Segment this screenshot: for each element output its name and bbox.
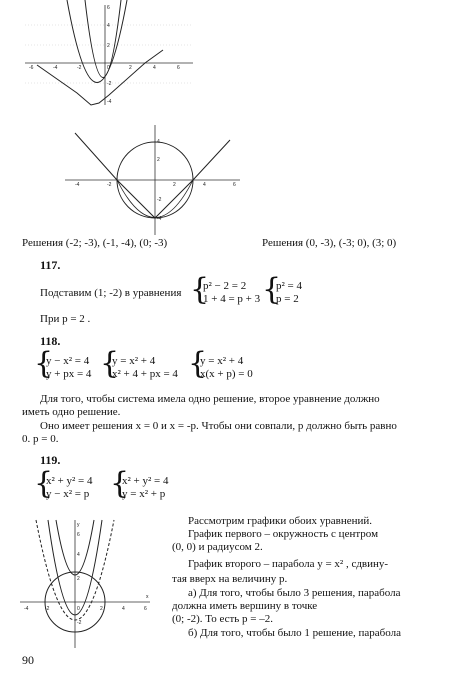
problem-119-text-5: тая вверх на величину p.: [172, 573, 288, 585]
problem-119-text-8: (0; -2). То есть p = –2.: [172, 613, 274, 625]
parabola-b: [85, 0, 121, 78]
tick-y-0: 6: [107, 5, 110, 11]
system-119-1-line1: x² + y² = 4: [46, 475, 93, 487]
graph-parabolas: [25, 5, 195, 105]
problem-119-text-9: б) Для того, чтобы было 1 решение, парабола: [188, 627, 401, 639]
system-118-2: [112, 355, 178, 381]
problem-117-answer: При p = 2 .: [40, 313, 91, 325]
problem-119-text-7: должна иметь вершину в точке: [172, 600, 318, 612]
page-number: 90: [22, 653, 34, 667]
solutions-left: Решения (-2; -3), (-1, -4), (0; -3): [22, 237, 168, 249]
tick-x-2: -2: [77, 65, 82, 71]
tick-x-0: -6: [29, 65, 34, 71]
tick-y-3: -2: [77, 620, 82, 626]
graph-circle-parabolas: [20, 520, 170, 650]
tick-x-3: 2: [100, 606, 103, 612]
tick-y-1: 4: [77, 552, 80, 558]
tick-x-4: 2: [129, 65, 132, 71]
system-117-1-line2: 1 + 4 = p + 3: [203, 293, 261, 305]
tick-y-2: 2: [107, 43, 110, 49]
v-line: [37, 50, 163, 105]
system-118-3-line1: y = x² + 4: [200, 355, 244, 367]
tick-x-5: 4: [153, 65, 156, 71]
problem-118-para1-line1: Для того, чтобы система имела одно решение, второе уравнение должно: [40, 393, 380, 405]
system-117-1: [203, 280, 260, 306]
brace-118-2: {: [100, 346, 120, 381]
brace-117-1: {: [190, 272, 210, 307]
system-118-1-line2: y + px = 4: [46, 368, 92, 380]
tick-y-3: -4: [157, 216, 162, 222]
solutions-right: Решения (0, -3), (-3; 0), (3; 0): [262, 237, 397, 249]
tick-x-1: -2: [107, 182, 112, 188]
v-line: [75, 133, 230, 218]
problem-119-text-2: График первого – окружность с центром: [188, 528, 379, 540]
tick-x-3: 4: [203, 182, 206, 188]
brace-119-2: {: [110, 466, 130, 501]
tick-x-1: -4: [53, 65, 58, 71]
brace-118-3: {: [188, 346, 208, 381]
brace-119-1: {: [34, 466, 54, 501]
system-119-1-line2: y − x² = p: [46, 488, 90, 500]
tick-x-3: 0: [107, 65, 110, 71]
system-117-2-line1: p² = 4: [276, 280, 303, 292]
tick-y-3: -2: [107, 81, 112, 87]
problem-118-para2-line2: 0. p = 0.: [22, 433, 59, 445]
system-118-2-line2: x² + 4 + px = 4: [112, 368, 178, 380]
problem-119-text-6: а) Для того, чтобы было 3 решения, парабола: [188, 587, 401, 599]
system-119-2-line1: x² + y² = 4: [122, 475, 169, 487]
system-118-1: [46, 355, 91, 381]
problem-117-intro: Подставим (1; -2) в уравнения: [40, 287, 182, 299]
problem-118-number: 118.: [40, 334, 61, 348]
tick-y-2: 2: [77, 576, 80, 582]
tick-y-1: 4: [107, 23, 110, 29]
tick-x-6: 6: [177, 65, 180, 71]
axis-label-y: y: [77, 522, 80, 528]
tick-x-2: 2: [173, 182, 176, 188]
parabola-a: [67, 0, 127, 83]
tick-x-4: 6: [233, 182, 236, 188]
tick-y-1: 2: [157, 157, 160, 163]
problem-117-number: 117.: [40, 258, 61, 272]
tick-y-0: 6: [77, 532, 80, 538]
system-118-3: [200, 355, 253, 381]
system-118-3-line2: x(x + p) = 0: [200, 368, 253, 380]
axis-label-x: x: [146, 594, 149, 600]
problem-119-text-4: График второго – парабола y = x² , сдвину-: [188, 558, 389, 570]
tick-y-2: -2: [157, 197, 162, 203]
system-117-1-line1: p² − 2 = 2: [203, 280, 247, 292]
problem-119-text-1: Рассмотрим графики обоих уравнений.: [188, 515, 372, 527]
system-119-1: [46, 475, 93, 501]
system-119-2: [122, 475, 169, 501]
tick-x-5: 6: [144, 606, 147, 612]
tick-x-0: -4: [24, 606, 29, 612]
tick-x-0: -4: [75, 182, 80, 188]
tick-y-4: -4: [107, 99, 112, 105]
brace-118-1: {: [34, 346, 54, 381]
tick-x-1: -2: [45, 606, 50, 612]
problem-118-para2-line1: Оно имеет решения x = 0 и x = -p. Чтобы они совпали, p должно быть равно: [40, 420, 397, 432]
system-119-2-line2: y = x² + p: [122, 488, 166, 500]
system-117-2: [276, 280, 302, 306]
problem-119-number: 119.: [40, 453, 61, 467]
tick-x-2: 0: [77, 606, 80, 612]
problem-119-text-3: (0, 0) и радиусом 2.: [172, 541, 263, 553]
tick-y-0: 4: [157, 139, 160, 145]
problem-118-para1-line2: иметь одно решение.: [22, 406, 121, 418]
system-117-2-line2: p = 2: [276, 293, 299, 305]
tick-x-4: 4: [122, 606, 125, 612]
system-118-1-line1: y − x² = 4: [46, 355, 90, 367]
graph-circle: [65, 125, 255, 235]
system-118-2-line1: y = x² + 4: [112, 355, 156, 367]
brace-117-2: {: [262, 272, 282, 307]
